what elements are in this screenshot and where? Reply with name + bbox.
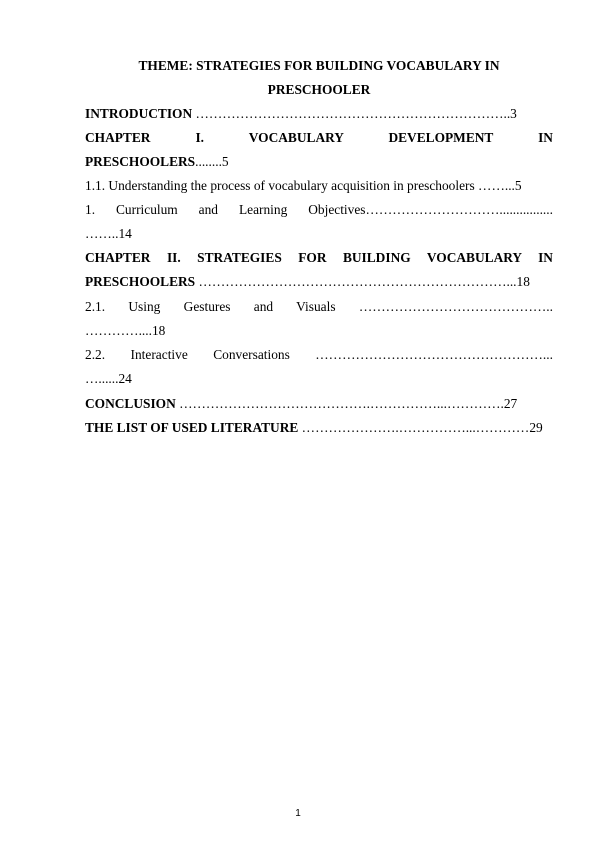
toc-entry-chapter-1-line-1: CHAPTER I. VOCABULARY DEVELOPMENT IN bbox=[85, 130, 553, 145]
toc-entry-conclusion: CONCLUSION …………………………………….……………...………….27 bbox=[85, 396, 518, 411]
toc-leader: ……………………………………………………………..3 bbox=[192, 106, 517, 121]
toc-entry-1-line-2: ……..14 bbox=[85, 226, 132, 241]
toc-entry-2-1-line-2: …………....18 bbox=[85, 323, 166, 338]
toc-entry-1-line-1: 1. Curriculum and Learning Objectives…………………………................ bbox=[85, 202, 553, 217]
toc-entry-2-2-line-1: 2.2. Interactive Conversations ……………………………………………... bbox=[85, 347, 553, 362]
toc-label: INTRODUCTION bbox=[85, 106, 193, 121]
document-title bbox=[85, 54, 553, 102]
toc-entry-2-2-line-2: …......24 bbox=[85, 371, 132, 386]
title-line-1: THEME: STRATEGIES FOR BUILDING VOCABULARY IN bbox=[138, 58, 500, 73]
toc-entry-chapter-2-line-1: CHAPTER II. STRATEGIES FOR BUILDING VOCABULARY IN bbox=[85, 250, 553, 265]
toc-entry-2-1-line-1: 2.1. Using Gestures and Visuals …………………………………….. bbox=[85, 299, 553, 314]
toc-entry-chapter-2-line-2: PRESCHOOLERS ……………………………………………………………...18 bbox=[85, 274, 530, 289]
toc-entry-introduction bbox=[85, 102, 553, 126]
toc-entry-chapter-1-line-2: PRESCHOOLERS........5 bbox=[85, 154, 229, 169]
toc-entry-1-1: 1.1. Understanding the process of vocabulary acquisition in preschoolers ……...5 bbox=[85, 178, 522, 193]
title-line-2: PRESCHOOLER bbox=[267, 82, 371, 97]
toc-entry-literature: THE LIST OF USED LITERATURE ………………….……………...…………29 bbox=[85, 420, 543, 435]
page-number: 1 bbox=[295, 808, 301, 819]
